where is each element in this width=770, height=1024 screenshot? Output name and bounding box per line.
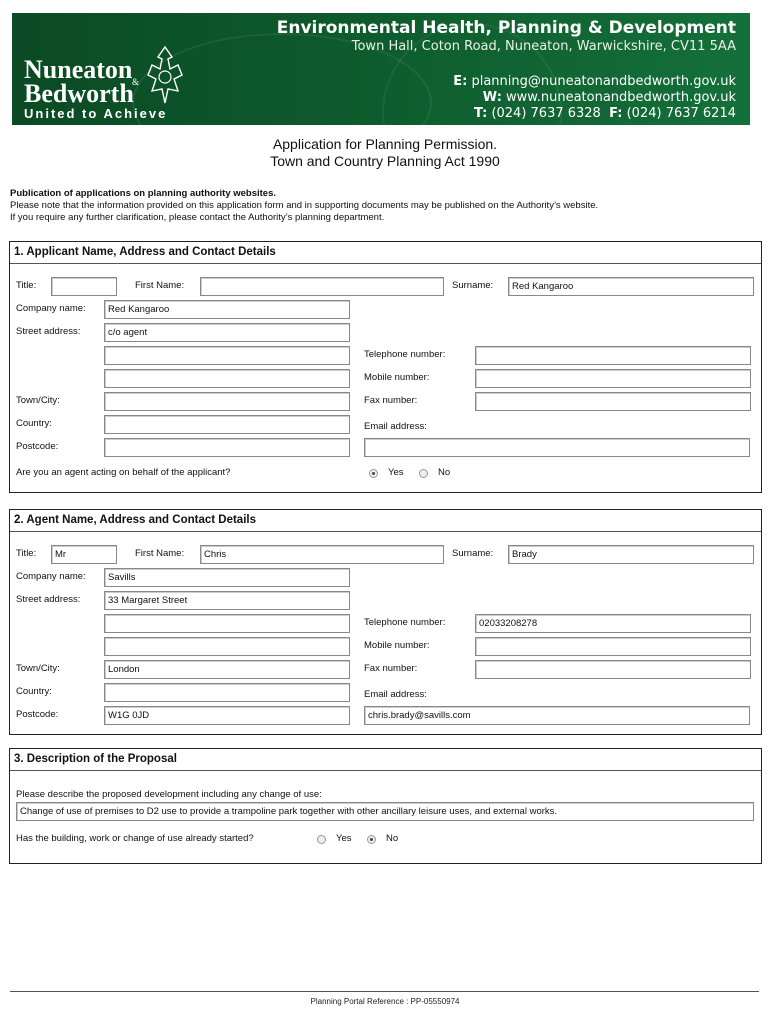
company-name-label: Company name: xyxy=(16,571,86,582)
first-name-label: First Name: xyxy=(135,280,185,291)
fax-label: F: xyxy=(609,106,623,121)
council-crest-icon xyxy=(142,45,188,105)
agent-telephone-field[interactable]: 02033208278 xyxy=(475,614,751,633)
contact-web-line xyxy=(483,90,736,105)
started-yes-label: Yes xyxy=(336,833,352,844)
proposal-description-field[interactable]: Change of use of premises to D2 use to provide a trampoline park together with other ancillary leisure uses, and external works. xyxy=(16,802,754,821)
agent-postcode-field[interactable]: W1G 0JD xyxy=(104,706,350,725)
contact-website: www.nuneatonandbedworth.gov.uk xyxy=(506,90,736,105)
agent-first-name-field[interactable]: Chris xyxy=(200,545,444,564)
applicant-postcode-field[interactable] xyxy=(104,438,350,457)
header-banner xyxy=(12,13,750,125)
applicant-street-line1-field[interactable]: c/o agent xyxy=(104,323,350,342)
logo-tagline: United to Achieve xyxy=(24,106,168,121)
contact-fax: (024) 7637 6214 xyxy=(626,106,736,121)
contact-email-line xyxy=(453,74,736,89)
publication-clarification: If you require any further clarification, please contact the Authority’s planning department. xyxy=(10,212,385,223)
department-name: Environmental Health, Planning & Development xyxy=(276,18,736,38)
fax-label: Fax number: xyxy=(364,395,418,406)
tel-label: T: xyxy=(473,106,488,121)
contact-phone-line xyxy=(474,106,736,121)
agent-question: Are you an agent acting on behalf of the applicant? xyxy=(16,467,231,478)
contact-telephone: (024) 7637 6328 xyxy=(491,106,601,121)
section-heading: 2. Agent Name, Address and Contact Details xyxy=(10,510,761,532)
publication-heading: Publication of applications on planning authority websites. xyxy=(10,188,277,199)
town-city-label: Town/City: xyxy=(16,663,60,674)
agent-section xyxy=(9,509,762,735)
applicant-country-field[interactable] xyxy=(104,415,350,434)
email-label: Email address: xyxy=(364,689,427,700)
agent-fax-field[interactable] xyxy=(475,660,751,679)
agent-mobile-field[interactable] xyxy=(475,637,751,656)
telephone-label: Telephone number: xyxy=(364,617,446,628)
agent-yes-label: Yes xyxy=(388,467,404,478)
section-heading: 3. Description of the Proposal xyxy=(10,749,761,771)
logo-text-nuneaton: Nuneaton xyxy=(24,55,133,84)
email-label: E: xyxy=(453,74,468,89)
postcode-label: Postcode: xyxy=(16,441,59,452)
title-label: Title: xyxy=(16,548,37,559)
applicant-first-name-field[interactable] xyxy=(200,277,444,296)
agent-street-line1-field[interactable]: 33 Margaret Street xyxy=(104,591,350,610)
applicant-title-field[interactable] xyxy=(51,277,117,296)
fax-label: Fax number: xyxy=(364,663,418,674)
applicant-surname-field[interactable]: Red Kangaroo xyxy=(508,277,754,296)
first-name-label: First Name: xyxy=(135,548,185,559)
web-label: W: xyxy=(482,90,502,105)
street-address-label: Street address: xyxy=(16,326,81,337)
section-heading: 1. Applicant Name, Address and Contact Details xyxy=(10,242,761,264)
logo-ampersand: & xyxy=(132,77,140,87)
agent-no-radio[interactable] xyxy=(419,469,428,478)
started-no-radio[interactable] xyxy=(367,835,376,844)
applicant-street-line3-field[interactable] xyxy=(104,369,350,388)
department-address: Town Hall, Coton Road, Nuneaton, Warwickshire, CV11 5AA xyxy=(351,39,736,54)
started-no-label: No xyxy=(386,833,399,844)
mobile-label: Mobile number: xyxy=(364,640,430,651)
postcode-label: Postcode: xyxy=(16,709,59,720)
email-label: Email address: xyxy=(364,421,427,432)
agent-title-field[interactable]: Mr xyxy=(51,545,117,564)
country-label: Country: xyxy=(16,686,52,697)
logo-text-bedworth: Bedworth xyxy=(24,79,134,108)
agent-town-field[interactable]: London xyxy=(104,660,350,679)
surname-label: Surname: xyxy=(452,280,494,291)
agent-email-field[interactable]: chris.brady@savills.com xyxy=(364,706,750,725)
started-yes-radio[interactable] xyxy=(317,835,326,844)
proposal-section xyxy=(9,748,762,864)
applicant-company-field[interactable]: Red Kangaroo xyxy=(104,300,350,319)
agent-surname-field[interactable]: Brady xyxy=(508,545,754,564)
applicant-fax-field[interactable] xyxy=(475,392,751,411)
publication-notice: Please note that the information provided on this application form and in supporting documents may be published on the Authority’s website. xyxy=(10,200,599,211)
applicant-email-field[interactable] xyxy=(364,438,750,457)
applicant-mobile-field[interactable] xyxy=(475,369,751,388)
agent-no-label: No xyxy=(438,467,451,478)
form-subtitle: Town and Country Planning Act 1990 xyxy=(270,153,500,169)
street-address-label: Street address: xyxy=(16,594,81,605)
town-city-label: Town/City: xyxy=(16,395,60,406)
describe-prompt: Please describe the proposed development including any change of use: xyxy=(16,789,322,800)
started-question: Has the building, work or change of use already started? xyxy=(16,833,254,844)
applicant-section xyxy=(9,241,762,493)
telephone-label: Telephone number: xyxy=(364,349,446,360)
applicant-town-field[interactable] xyxy=(104,392,350,411)
company-name-label: Company name: xyxy=(16,303,86,314)
mobile-label: Mobile number: xyxy=(364,372,430,383)
applicant-telephone-field[interactable] xyxy=(475,346,751,365)
agent-street-line2-field[interactable] xyxy=(104,614,350,633)
agent-company-field[interactable]: Savills xyxy=(104,568,350,587)
planning-portal-reference: Planning Portal Reference : PP-05550974 xyxy=(310,997,460,1006)
country-label: Country: xyxy=(16,418,52,429)
surname-label: Surname: xyxy=(452,548,494,559)
title-label: Title: xyxy=(16,280,37,291)
agent-country-field[interactable] xyxy=(104,683,350,702)
applicant-street-line2-field[interactable] xyxy=(104,346,350,365)
form-title: Application for Planning Permission. xyxy=(272,136,498,152)
contact-email: planning@nuneatonandbedworth.gov.uk xyxy=(471,74,736,89)
agent-yes-radio[interactable] xyxy=(369,469,378,478)
agent-street-line3-field[interactable] xyxy=(104,637,350,656)
footer-divider xyxy=(10,991,759,992)
